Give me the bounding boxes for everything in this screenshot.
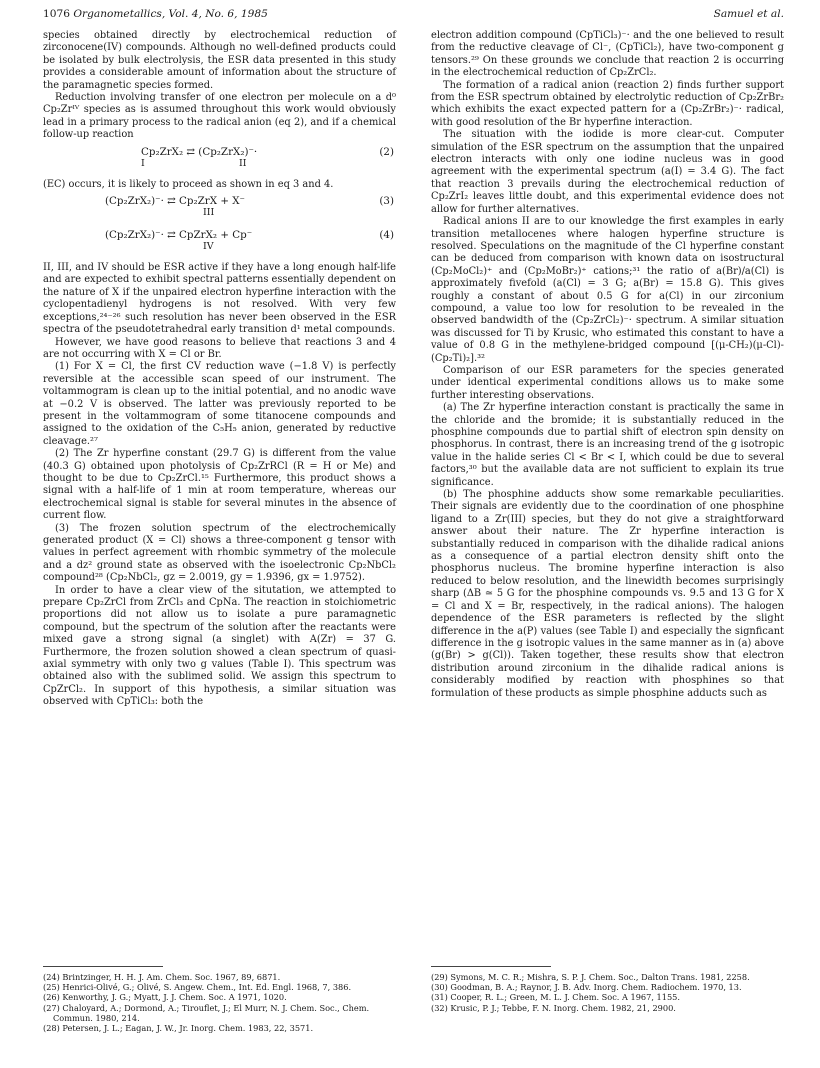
paragraph: species obtained directly by electrochemical reduction of zirconocene(IV) compounds. Although no well-defined products could be isolated by bulk electrolysis, the ESR data presented in this study provides a considerable amount of information about the structure of the paramagnetic species formed.	[43, 30, 396, 91]
footnote: (27) Chaloyard, A.; Dormond, A.; Tirouflet, J.; El Murr, N. J. Chem. Soc., Chem. Commun. 1980, 214.	[43, 1002, 370, 1023]
paragraph: (2) The Zr hyperfine constant (29.7 G) is different from the value (40.3 G) obtained upon photolysis of Cp₂ZrRCl (R = H or Me) and thought to be due to Cp₂ZrCl.¹⁵ Furthermore, this product shows a signal with a half-life of 1 min at room temperature, whereas our electrochemical signal is stable for several minutes in the absence of current flow.	[43, 448, 396, 522]
footnote: (32) Krusic, P. J.; Tebbe, F. N. Inorg. Chem. 1982, 21, 2900.	[431, 1002, 676, 1013]
equation-formula: (Cp₂ZrX₂)⁻· ⇄ Cp₂ZrX + X⁻	[105, 195, 245, 208]
equation-3	[43, 195, 396, 225]
footnote: (25) Henrici-Olivé, G.; Olivé, S. Angew. Chem., Int. Ed. Engl. 1968, 7, 386.	[43, 982, 352, 993]
compound-label: II	[239, 157, 247, 169]
footnote: (26) Kenworthy, J. G.; Myatt, J. J. Chem. Soc. A 1971, 1020.	[43, 992, 287, 1003]
footnote: (31) Cooper, R. L.; Green, M. L. J. Chem. Soc. A 1967, 1155.	[431, 992, 680, 1003]
header-authors: Samuel et al.	[713, 8, 784, 20]
compound-label: III	[203, 207, 215, 219]
footnote-rule	[431, 966, 551, 967]
journal-citation: Organometallics, Vol. 4, No. 6, 1985	[73, 8, 268, 20]
running-header	[43, 8, 784, 24]
paragraph: II, III, and IV should be ESR active if they have a long enough half-life and are expected to exhibit spectral patterns essentially dependent on the nature of X if the unpaired electron hyperfine interaction with the cyclopentadienyl hydrogens is not resolved. With very few exceptions,²⁴⁻²⁶ such resolution has never been observed in the ESR spectra of the pseudotetrahedral early transition d¹ metal compounds.	[43, 262, 396, 336]
footnote: (29) Symons, M. C. R.; Mishra, S. P. J. Chem. Soc., Dalton Trans. 1981, 2258.	[431, 972, 750, 982]
equation-4	[43, 229, 396, 259]
paragraph: The formation of a radical anion (reaction 2) finds further support from the ESR spectrum obtained by electrolytic reduction of Cp₂ZrBr₂ which exhibits the exact expected pattern for a (Cp₂ZrBr₂)⁻· radical, with good resolution of the Br hyperfine interaction.	[431, 79, 784, 128]
paragraph: (3) The frozen solution spectrum of the electrochemically generated product (X = Cl) shows a three-component g tensor with values in perfect agreement with rhombic symmetry of the molecule and a dz² ground state as observed with the isoelectronic Cp₂NbCl₂ compound²⁸ (Cp₂NbCl₂, gz = 2.0019, gy = 1.9396, gx = 1.9752).	[43, 522, 396, 584]
equation-formula: (Cp₂ZrX₂)⁻· ⇄ CpZrX₂ + Cp⁻	[105, 229, 253, 242]
paragraph: (b) The phosphine adducts show some remarkable peculiarities. Their signals are evidently due to the coordination of one phosphine ligand to a Zr(III) species, but they do not give a straightforward answer about their nature. The Zr hyperfine interaction is substantially reduced in comparison with the dihalide radical anions as a consequence of a partial electron density shift onto the phosphorus nucleus. The bromine hyperfine interaction is also reduced to below resolution, and the linewidth becomes surprisingly sharp (ΔB ≃ 5 G for the phosphine compounds vs. 9.5 and 13 G for X = Cl and X = Br, respectively, in the radical anions). The halogen dependence of the ESR parameters is reflected by the slight difference in the a(P) values (see Table I) and especially the signficant difference in the g isotropic values in the same manner as in (a) above (g(Br) > g(Cl)). Taken together, these results show that electron distribution around zirconium in the dihalide radical anions is considerably modified by reaction with phosphines so that formulation of these products as simple phosphine adducts such as	[431, 489, 784, 699]
footnote: (28) Petersen, J. L.; Eagan, J. W., Jr. Inorg. Chem. 1983, 22, 3571.	[43, 1023, 314, 1034]
paragraph: (1) For X = Cl, the first CV reduction wave (−1.8 V) is perfectly reversible at the accessible scan speed of our instrument. The voltammogram is clean up to the initial potential, and no anodic wave at −0.2 V is observed. The latter was previously reported to be present in the voltammogram of some titanocene compounds and assigned to the oxidation of the C₅H₅ anion, generated by reductive cleavage.²⁷	[43, 361, 396, 447]
footnote-rule	[43, 966, 163, 967]
paragraph: (EC) occurs, it is likely to proceed as shown in eq 3 and 4.	[43, 178, 334, 190]
paragraph: electron addition compound (CpTiCl₃)⁻· and the one believed to result from the reductive cleavage of Cl⁻, (CpTiCl₂), have two-component g tensors.²⁹ On these grounds we conclude that reaction 2 is occurring in the electrochemical reduction of Cp₂ZrCl₂.	[431, 30, 784, 79]
equation-number: (2)	[379, 145, 394, 158]
page-number: 1076	[43, 8, 70, 20]
paragraph: In order to have a clear view of the situtation, we attempted to prepare Cp₂ZrCl from ZrCl₃ and CpNa. The reaction in stoichiometric proportions did not allow us to isolate a pure paramagnetic compound, but the spectrum of the solution after the reactants were mixed gave a strong signal (a singlet) with A(Zr) = 37 G. Furthermore, the frozen solution showed a clean spectrum of quasi-axial symmetry with only two g values (Table I). This spectrum was obtained also with the sublimed solid. We assign this spectrum to CpZrCl₂. In support of this hypothesis, a similar situation was observed with CpTiCl₃: both the	[43, 584, 396, 708]
paragraph: (a) The Zr hyperfine interaction constant is practically the same in the chloride and the bromide; it is substantially reduced in the phosphine compounds due to partial shift of electron spin density on phosphorus. In contrast, there is an increasing trend of the g isotropic value in the halide series Cl < Br < I, which could be due to several factors,³⁰ but the available data are not sufficient to explain its true significance.	[431, 402, 784, 488]
right-column	[431, 30, 784, 700]
paragraph: Comparison of our ESR parameters for the species generated under identical experimental conditions allows us to make some further interesting observations.	[431, 364, 784, 401]
left-column	[43, 30, 396, 709]
equation-number: (4)	[379, 229, 394, 242]
paragraph: However, we have good reasons to believe that reactions 3 and 4 are not occurring with X = Cl or Br.	[43, 336, 396, 360]
equation-formula: Cp₂ZrX₂ ⇄ (Cp₂ZrX₂)⁻·	[141, 145, 258, 158]
footnote: (24) Brintzinger, H. H. J. Am. Chem. Soc. 1967, 89, 6871.	[43, 972, 281, 982]
compound-label: IV	[203, 241, 214, 253]
footnotes-right	[431, 972, 784, 1013]
equation-number: (3)	[379, 195, 394, 208]
paragraph: The situation with the iodide is more clear-cut. Computer simulation of the ESR spectrum on the assumption that the unpaired electron interacts with only one iodine nucleus was in good agreement with the experimental spectrum (a(I) = 3.4 G). The fact that reaction 3 prevails during the electrochemical reduction of Cp₂ZrI₂ leaves little doubt, and this experimental evidence does not allow for further alternatives.	[431, 129, 784, 215]
compound-label: I	[141, 157, 145, 169]
header-left	[43, 8, 268, 20]
paragraph: Reduction involving transfer of one electron per molecule on a d⁰ Cp₂Zrᴵⱽ species as is assumed throughout this work would obviously lead in a primary process to the radical anion (eq 2), and if a chemical follow-up reaction	[43, 92, 396, 141]
footnote: (30) Goodman, B. A.; Raynor, J. B. Adv. Inorg. Chem. Radiochem. 1970, 13.	[431, 982, 742, 993]
equation-2	[43, 146, 396, 176]
footnotes-left	[43, 972, 396, 1033]
paragraph: Radical anions II are to our knowledge the first examples in early transition metallocenes where halogen hyperfine structure is resolved. Speculations on the magnitude of the Cl hyperfine constant can be deduced from comparison with known data on isostructural (Cp₂MoCl₂)⁺ and (Cp₂MoBr₂)⁺ cations;³¹ the ratio of a(Br)/a(Cl) is approximately fivefold (a(Cl) = 3 G; a(Br) = 15.8 G). This gives roughly a constant of about 0.5 G for a(Cl) in our zirconium compound, a value too low for resolution to be revealed in the observed bandwidth of the (Cp₂ZrCl₂)⁻· spectrum. A similar situation was discussed for Ti by Krusic, who estimated this constant to have a value of 0.8 G in the methylene-bridged compound [(μ-CH₂)(μ-Cl)-(Cp₂Ti)₂].³²	[431, 216, 784, 364]
